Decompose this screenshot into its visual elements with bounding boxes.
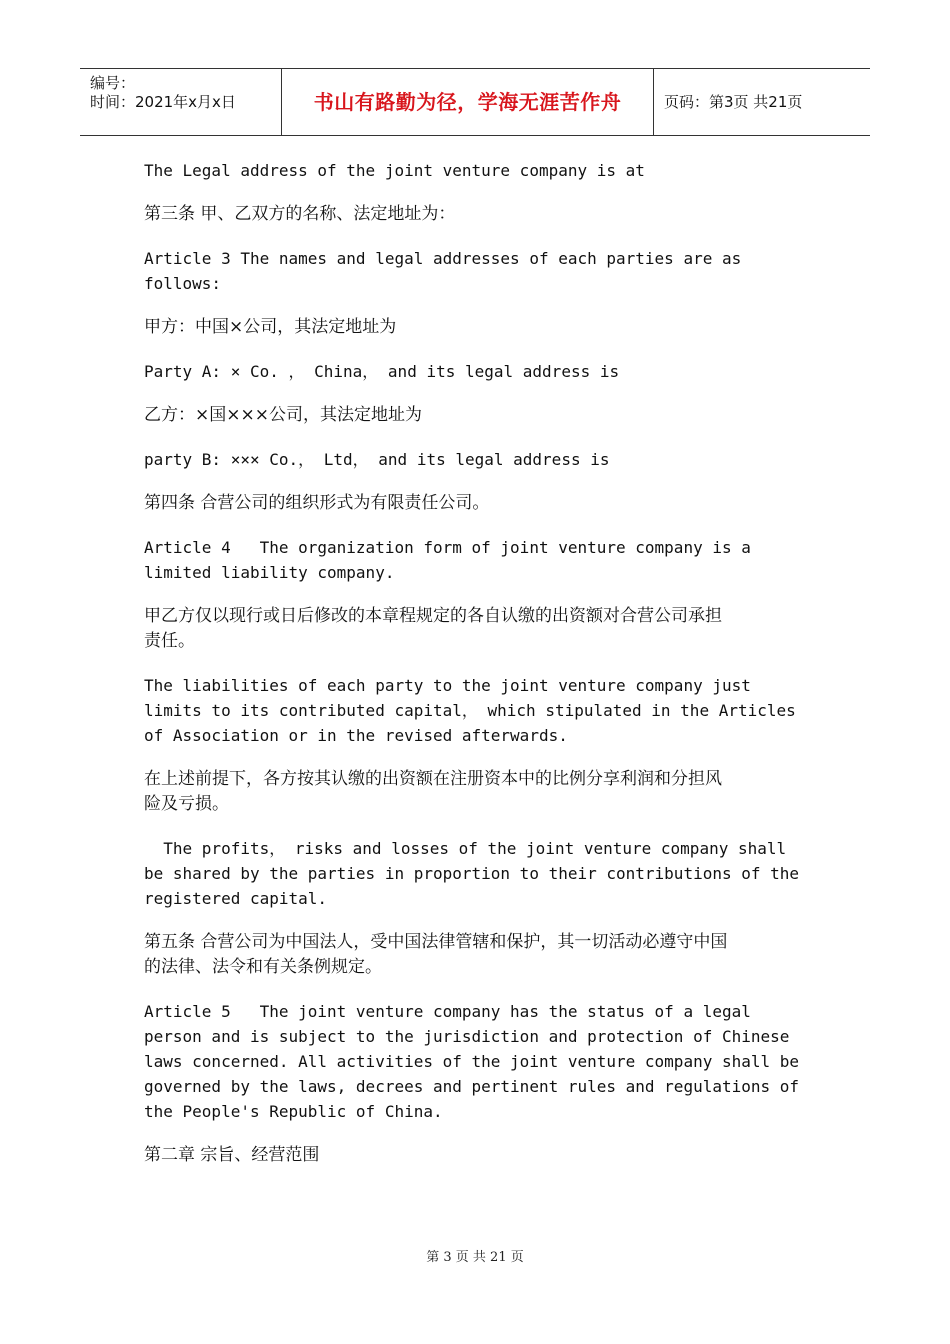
paragraph: 第四条 合营公司的组织形式为有限责任公司。	[144, 493, 490, 513]
header-motto: 书山有路勤为径，学海无涯苦作舟	[282, 69, 654, 136]
paragraph: The Legal address of the joint venture company is at	[144, 161, 645, 180]
page-header	[80, 68, 870, 136]
date-label: 时间：2021年x月x日	[90, 93, 236, 111]
paragraph: 第三条 甲、乙双方的名称、法定地址为：	[144, 204, 456, 224]
paragraph: 乙方：×国×××公司，其法定地址为	[144, 405, 422, 425]
header-page-label: 页码：第3页 共21页	[664, 93, 803, 111]
paragraph: Article 4 The organization form of joint venture company is a limited liability company.	[144, 538, 751, 582]
paragraph: The liabilities of each party to the joint venture company just limits to its contributed capital， which stipulated in the Articles of Association or in the revised afterwards.	[144, 676, 796, 745]
header-meta-cell	[80, 69, 282, 136]
paragraph: 第五条 合营公司为中国法人，受中国法律管辖和保护，其一切活动必遵守中国 的法律、法令和有关条例规定。	[144, 932, 728, 977]
page-footer: 第 3 页 共 21 页	[426, 1250, 524, 1265]
document-body	[144, 158, 804, 1187]
paragraph: 甲乙方仅以现行或日后修改的本章程规定的各自认缴的出资额对合营公司承担 责任。	[144, 606, 722, 651]
paragraph: party B: ××× Co.， Ltd， and its legal address is	[144, 450, 610, 469]
paragraph: Party A: × Co. ， China， and its legal address is	[144, 362, 620, 381]
chapter-heading: 第二章 宗旨、经营范围	[144, 1145, 320, 1165]
paragraph: 在上述前提下，各方按其认缴的出资额在注册资本中的比例分享利润和分担风 险及亏损。	[144, 769, 722, 814]
paragraph: The profits， risks and losses of the joint venture company shall be shared by the parties in proportion to their contributions of the registered capital.	[144, 839, 800, 908]
paragraph: 甲方：中国×公司，其法定地址为	[144, 317, 397, 337]
paragraph: Article 5 The joint venture company has the status of a legal person and is subject to the jurisdiction and protection of Chinese laws concerned. All activities of the joint venture company shall be governed by the laws, decrees and pertinent rules and regulations of the People's Republic of China.	[144, 1002, 800, 1121]
paragraph: Article 3 The names and legal addresses of each parties are as follows:	[144, 249, 742, 293]
number-label: 编号：	[90, 74, 136, 92]
